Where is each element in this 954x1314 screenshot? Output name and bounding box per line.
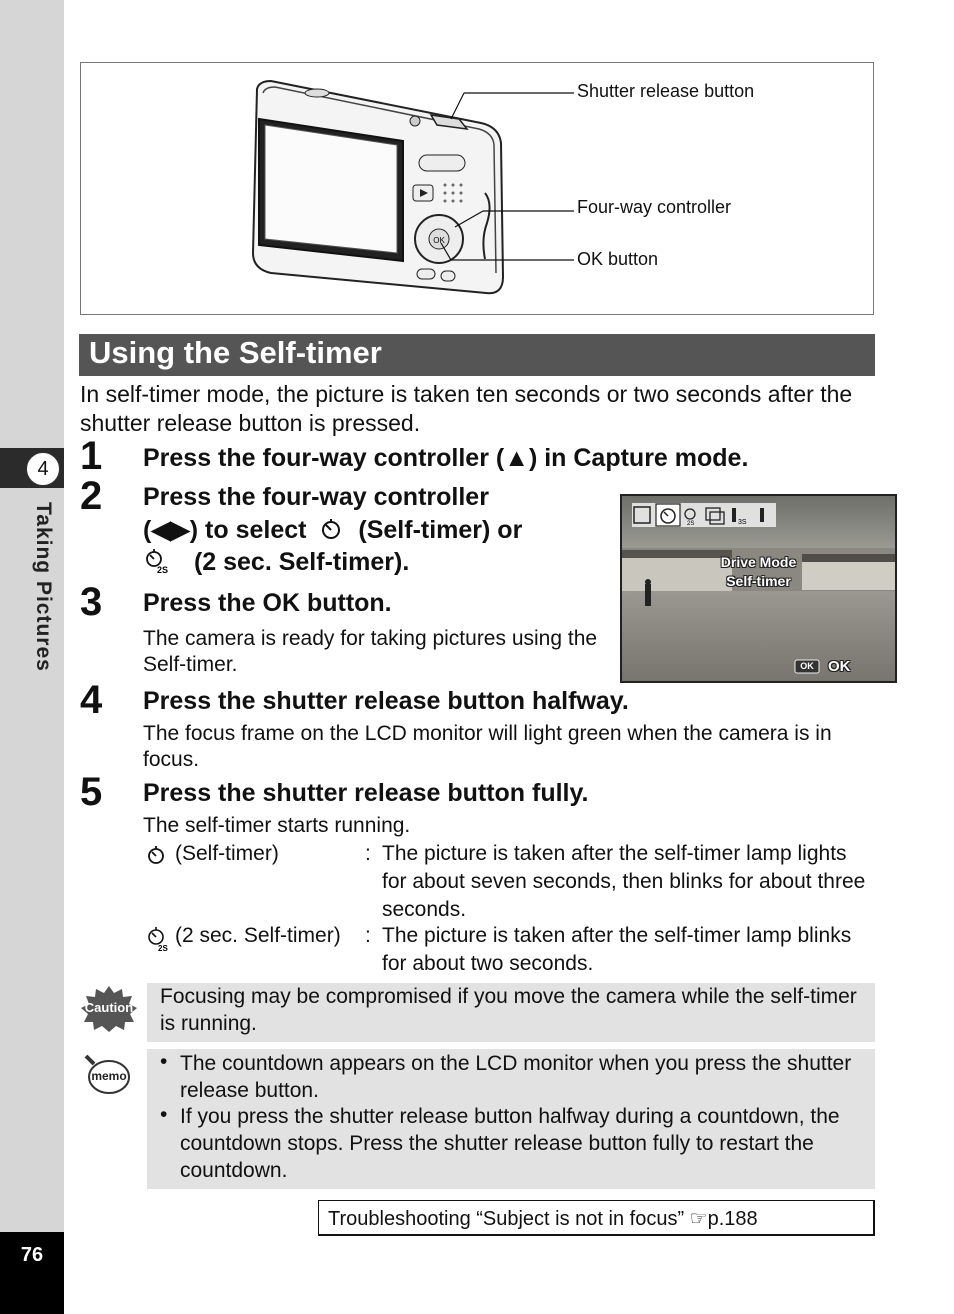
- memo-item-1: The countdown appears on the LCD monitor when you press the shutter release button.: [180, 1052, 852, 1102]
- memo-bullet-2: •: [160, 1103, 168, 1126]
- step-3-body: The camera is ready for taking pictures using the Self-timer.: [143, 627, 598, 676]
- timer-mode-1-separator: :: [365, 842, 371, 865]
- step-2-title-line2-pre: (◀▶) to select: [143, 516, 307, 544]
- timer-mode-2-label: (2 sec. Self-timer): [175, 924, 341, 947]
- section-title: Using the Self-timer: [89, 335, 382, 370]
- lcd-ok-key: OK: [800, 661, 814, 671]
- memo-icon: [82, 1052, 132, 1096]
- reference-link[interactable]: Troubleshooting “Subject is not in focus” ☞p.188: [328, 1208, 758, 1230]
- svg-text:2S: 2S: [158, 944, 168, 952]
- self-timer-icon: [319, 517, 345, 541]
- callout-ok-button: OK button: [577, 249, 659, 269]
- step-5-body: The self-timer starts running.: [143, 814, 411, 837]
- timer-mode-1-description: The picture is taken after the self-timer lamp lights for about seven seconds, then blinks for about three seconds.: [382, 842, 866, 921]
- memo-icon-label: memo: [91, 1069, 127, 1083]
- timer-mode-2-description: The picture is taken after the self-timer lamp blinks for about two seconds.: [382, 924, 852, 975]
- page-number: 76: [20, 1244, 44, 1266]
- step-2-title-line2-post: (Self-timer) or: [358, 516, 523, 544]
- two-sec-self-timer-icon: [143, 548, 173, 574]
- step-1-title: Press the four-way controller (▲) in Capture mode.: [143, 444, 749, 472]
- section-intro: In self-timer mode, the picture is taken ten seconds or two seconds after the shutter release button is pressed.: [80, 381, 853, 436]
- camera-illustration: [81, 63, 873, 314]
- caution-icon-label: Caution: [84, 1000, 134, 1015]
- step-3-title: Press the OK button.: [143, 589, 392, 617]
- step-4-number: 4: [80, 678, 103, 722]
- step-4-body: The focus frame on the LCD monitor will light green when the camera is in focus.: [143, 722, 832, 771]
- svg-text:2S: 2S: [157, 565, 169, 574]
- lcd-ok-label: OK: [828, 658, 851, 675]
- callout-four-way-controller: Four-way controller: [577, 197, 732, 217]
- step-3-number: 3: [80, 580, 103, 624]
- chapter-number: 4: [26, 452, 60, 486]
- timer-mode-2-separator: :: [365, 924, 371, 947]
- chapter-title: Taking Pictures: [32, 502, 55, 672]
- svg-text:2S: 2S: [687, 521, 695, 527]
- memo-bullet-1: •: [160, 1050, 168, 1073]
- step-1-number: 1: [80, 434, 103, 478]
- step-2-title-line3-text: (2 sec. Self-timer).: [193, 548, 410, 576]
- caution-icon: [80, 984, 138, 1034]
- step-2-title-line3: [143, 546, 409, 579]
- step-5-number: 5: [80, 770, 103, 814]
- callout-shutter-release: Shutter release button: [577, 81, 755, 101]
- step-5-title: Press the shutter release button fully.: [143, 779, 589, 807]
- lcd-drive-mode-screen: [620, 494, 897, 683]
- step-2-number: 2: [80, 474, 103, 518]
- step-4-title: Press the shutter release button halfway.: [143, 687, 629, 715]
- caution-text: Focusing may be compromised if you move the camera while the self-timer is running.: [160, 985, 857, 1035]
- svg-text:3S: 3S: [738, 519, 747, 526]
- two-sec-self-timer-icon: [145, 926, 173, 952]
- step-2-title-line1: Press the four-way controller: [143, 483, 489, 511]
- memo-item-2: If you press the shutter release button halfway during a countdown, the countdown stops. Press the shutter release button fully to restart the countdown.: [180, 1105, 840, 1182]
- step-2-title-line2: [143, 514, 522, 547]
- ok-key-label: OK: [433, 236, 445, 245]
- timer-mode-1-label: (Self-timer): [175, 842, 279, 865]
- self-timer-icon: [145, 844, 167, 866]
- camera-figure: [80, 62, 874, 315]
- lcd-menu-self-timer: Self-timer: [726, 573, 791, 589]
- lcd-menu-drive-mode: Drive Mode: [720, 554, 797, 570]
